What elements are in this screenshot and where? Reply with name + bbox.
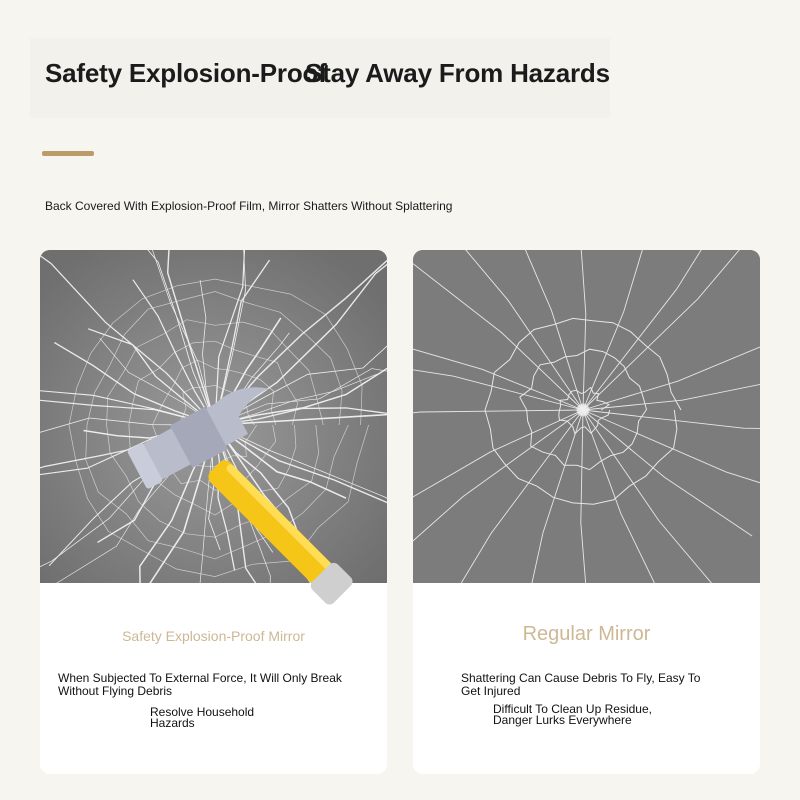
cracked-glass-image: [413, 250, 760, 583]
card-title: Safety Explosion-Proof Mirror: [122, 628, 305, 644]
card-title: Regular Mirror: [522, 623, 651, 645]
accent-divider: [42, 151, 94, 156]
shattered-glass-illustration: [40, 250, 387, 583]
cracked-glass-illustration: [413, 250, 760, 583]
explosion-proof-mirror-card: [40, 250, 387, 774]
regular-mirror-card: [413, 250, 760, 774]
page-title-part2: Stay Away From Hazards: [305, 58, 610, 88]
card-note: Difficult To Clean Up Residue, Danger Lurks Everywhere: [493, 702, 652, 727]
card-note: Resolve Household Hazards: [150, 705, 255, 730]
card-description: When Subjected To External Force, It Will Only Break Without Flying Debris: [58, 671, 342, 698]
cracked-glass-image: [40, 250, 387, 583]
page-subtitle: Back Covered With Explosion-Proof Film, Mirror Shatters Without Splattering: [45, 199, 453, 213]
card-description: Shattering Can Cause Debris To Fly, Easy To Get Injured: [461, 671, 701, 698]
page-title-part1: Safety Explosion-Proof: [45, 58, 327, 88]
